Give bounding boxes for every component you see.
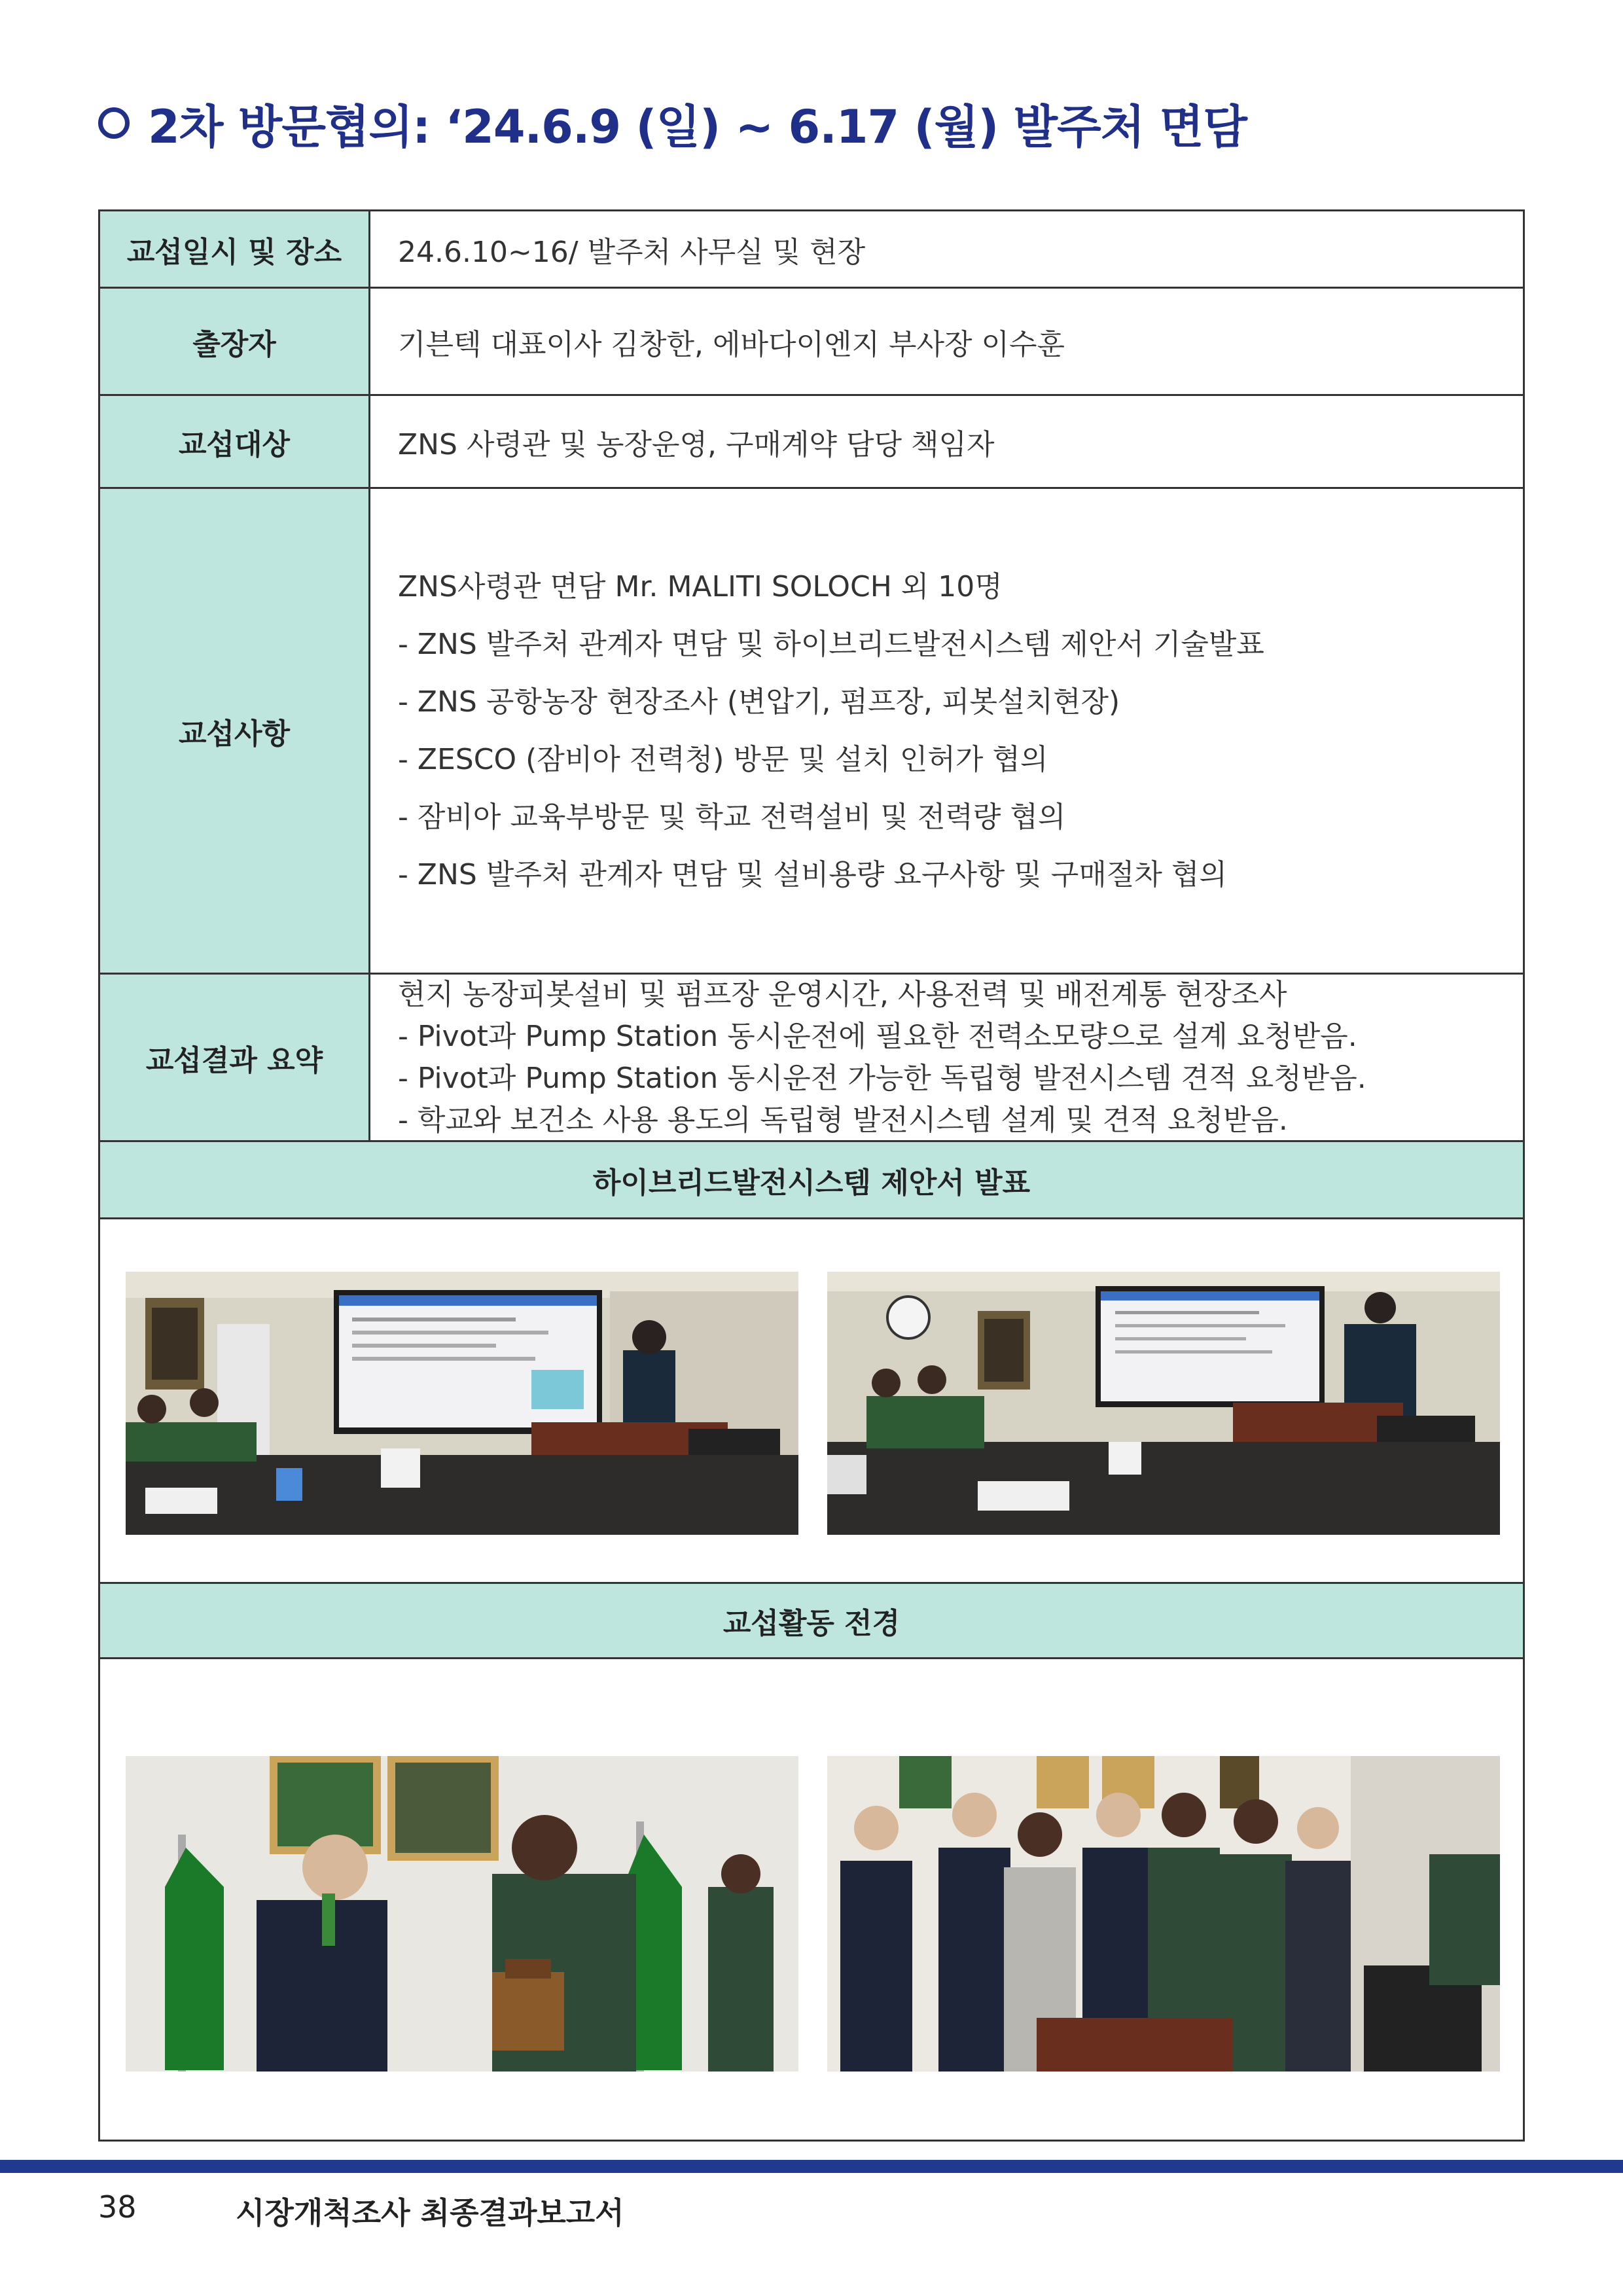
list-item: - ZESCO (잠비아 전력청) 방문 및 설치 인허가 협의 <box>398 742 1048 776</box>
meeting-room-image <box>827 1272 1500 1535</box>
row-label: 출장자 <box>100 289 370 394</box>
handshake-image <box>126 1756 798 2072</box>
list-item: - ZNS 발주처 관계자 면담 및 하이브리드발전시스템 제안서 기술발표 <box>398 627 1264 661</box>
activity-photo-2 <box>827 1756 1500 2072</box>
list-item: - Pivot과 Pump Station 동시운전에 필요한 전력소모량으로 설계 요청받음. <box>398 1019 1357 1053</box>
page-number: 38 <box>98 2189 137 2225</box>
list-item: 현지 농장피봇설비 및 펌프장 운영시간, 사용전력 및 배전계통 현장조사 <box>398 977 1287 1011</box>
row-label: 교섭결과 요약 <box>100 975 370 1140</box>
meeting-room-image <box>126 1272 798 1535</box>
report-title: 시장개척조사 최종결과보고서 <box>236 2195 624 2231</box>
list-item: - 잠비아 교육부방문 및 학교 전력설비 및 전력량 협의 <box>398 800 1066 834</box>
list-item: - Pivot과 Pump Station 동시운전 가능한 독립형 발전시스템 견적 요청받음. <box>398 1061 1366 1095</box>
table-row <box>100 975 1523 1142</box>
group-photo-image <box>827 1756 1500 2072</box>
list-item: - 학교와 보건소 사용 용도의 독립형 발전시스템 설계 및 견적 요청받음. <box>398 1103 1288 1137</box>
table-row <box>100 289 1523 396</box>
presentation-photo-2 <box>827 1272 1500 1535</box>
row-label: 교섭대상 <box>100 396 370 487</box>
summary-list <box>370 975 1523 1140</box>
section-header-presentation: 하이브리드발전시스템 제안서 발표 <box>100 1142 1523 1219</box>
page-title-text: 2차 방문협의: ‘24.6.9 (일) ~ 6.17 (월) 발주처 면담 <box>148 99 1247 154</box>
footer-bar <box>0 2160 1623 2173</box>
table-row <box>100 489 1523 975</box>
table-row <box>100 396 1523 489</box>
table-row <box>100 211 1523 289</box>
row-value: ZNS 사령관 및 농장운영, 구매계약 담당 책임자 <box>398 427 995 461</box>
section-header-activities: 교섭활동 전경 <box>100 1582 1523 1659</box>
list-item: ZNS사령관 면담 Mr. MALITI SOLOCH 외 10명 <box>398 569 1003 603</box>
page-title <box>98 90 1247 156</box>
list-item: - ZNS 공항농장 현장조사 (변압기, 펌프장, 피봇설치현장) <box>398 685 1120 719</box>
row-value: 24.6.10~16/ 발주처 사무실 및 현장 <box>398 235 866 269</box>
list-item: - ZNS 발주처 관계자 면담 및 설비용량 요구사항 및 구매절차 협의 <box>398 857 1227 891</box>
row-value: 기븐텍 대표이사 김창한, 에바다이엔지 부사장 이수훈 <box>398 327 1065 361</box>
circle-bullet-icon <box>98 107 130 139</box>
activity-photo-1 <box>126 1756 798 2072</box>
negotiation-items-list <box>370 489 1523 973</box>
negotiation-table <box>98 209 1525 2142</box>
row-label: 교섭일시 및 장소 <box>100 211 370 287</box>
presentation-photo-1 <box>126 1272 798 1535</box>
row-label: 교섭사항 <box>100 489 370 973</box>
